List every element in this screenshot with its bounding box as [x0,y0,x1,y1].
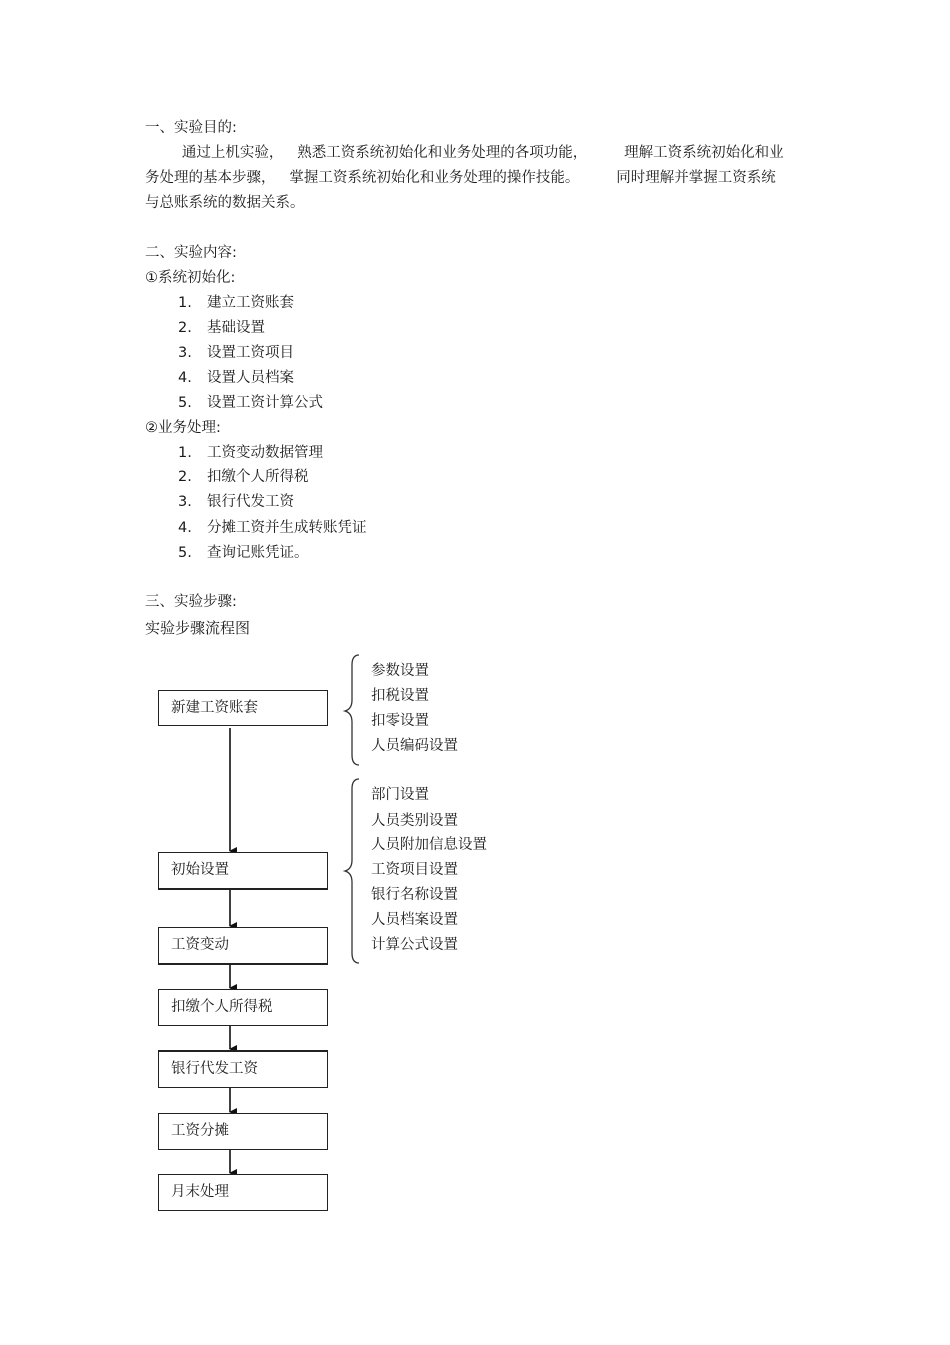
brace2-item-5: 银行名称设置 [371,887,458,903]
step-box-4: 扣缴个人所得税 [158,989,328,1026]
brace2-item-1: 部门设置 [371,787,429,803]
brace-1 [345,655,359,765]
brace2-item-4: 工资项目设置 [371,862,458,878]
step-box-3: 工资变动 [158,927,328,965]
group1-title: ①系统初始化: [145,270,236,286]
group1-item-1-num: 1. [178,295,192,311]
group2-item-2-num: 2. [178,469,192,485]
section1-line-2: 务处理的基本步骤， 掌握工资系统初始化和业务处理的操作技能。 同时理解并掌握工资系统 [145,170,776,186]
group1-item-4-num: 4. [178,370,192,386]
group2-item-5-num: 5. [178,545,192,561]
step-box-2: 初始设置 [158,852,328,890]
group1-item-2: 基础设置 [207,320,265,336]
group1-item-3: 设置工资项目 [207,345,294,361]
group2-item-3: 银行代发工资 [207,494,294,510]
brace1-item-4: 人员编码设置 [371,738,458,754]
flow-title: 实验步骤流程图 [145,619,251,637]
group1-item-3-num: 3. [178,345,192,361]
group1-item-2-num: 2. [178,320,192,336]
group1-item-5: 设置工资计算公式 [207,395,323,411]
brace1-item-2: 扣税设置 [371,688,429,704]
group1-item-4: 设置人员档案 [207,370,294,386]
group1-item-1: 建立工资账套 [207,295,294,311]
group2-item-1-num: 1. [178,445,192,461]
section1-line-1: 通过上机实验， 熟悉工资系统初始化和业务处理的各项功能， 理解工资系统初始化和业 [145,145,784,161]
section1-line-3: 与总账系统的数据关系。 [145,195,305,211]
brace2-item-6: 人员档案设置 [371,912,458,928]
brace1-item-3: 扣零设置 [371,713,429,729]
brace-2 [345,779,359,963]
section2-heading: 二、实验内容: [145,245,237,261]
section3-heading: 三、实验步骤: [145,594,237,610]
group2-item-4: 分摊工资并生成转账凭证 [207,520,367,536]
brace1-item-1: 参数设置 [371,663,429,679]
brace2-item-2: 人员类别设置 [371,813,458,829]
group2-item-5: 查询记账凭证。 [207,545,309,561]
group2-item-1: 工资变动数据管理 [207,445,323,461]
group2-item-2: 扣缴个人所得税 [207,469,309,485]
step-box-5: 银行代发工资 [158,1050,328,1088]
step-box-7: 月末处理 [158,1174,328,1211]
group1-item-5-num: 5. [178,395,192,411]
group2-title: ②业务处理: [145,420,221,436]
brace2-item-3: 人员附加信息设置 [371,837,487,853]
section1-heading: 一、实验目的: [145,120,237,136]
step-box-6: 工资分摊 [158,1113,328,1150]
step-box-1: 新建工资账套 [158,690,328,726]
group2-item-4-num: 4. [178,520,192,536]
group2-item-3-num: 3. [178,494,192,510]
brace2-item-7: 计算公式设置 [371,937,458,953]
